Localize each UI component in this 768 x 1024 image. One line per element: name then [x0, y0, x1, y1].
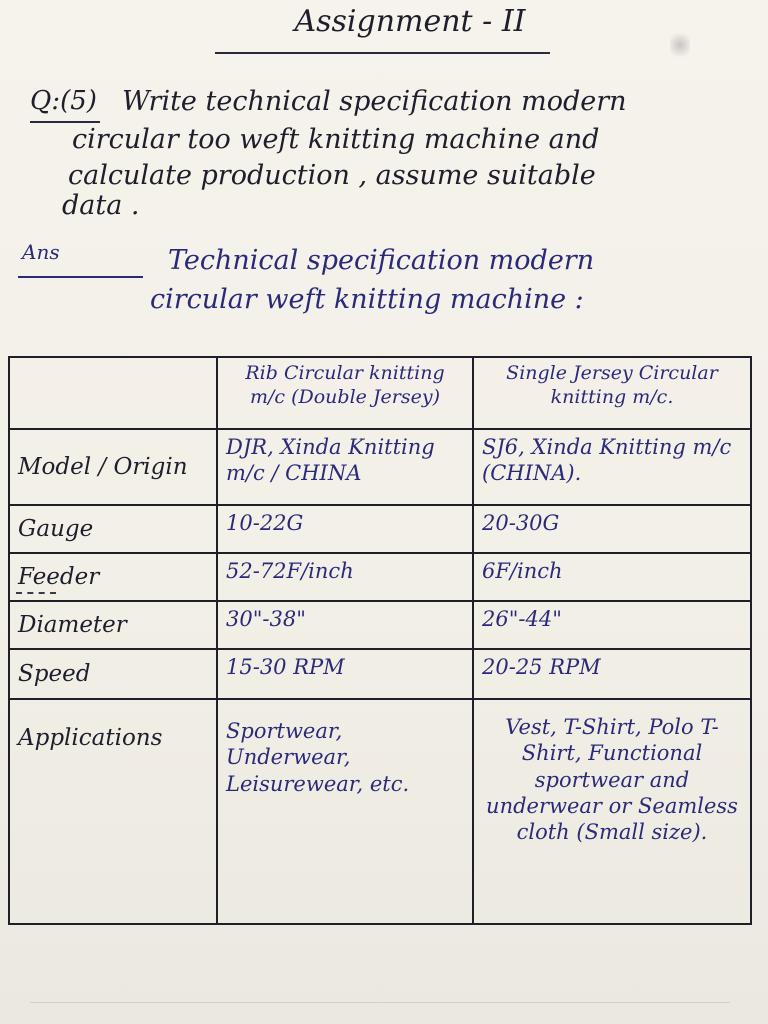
bottom-page-line	[30, 1002, 730, 1003]
cell-single-applications: Vest, T-Shirt, Polo T-Shirt, Functional sportwear and underwear or Seamless cloth (Small size).	[473, 699, 751, 924]
table-row	[9, 601, 751, 649]
question-number: Q:(5)	[30, 86, 97, 116]
cell-single-gauge: 20-30G	[473, 505, 751, 553]
table-header-row	[9, 357, 751, 429]
row-label-feeder: Feeder	[9, 553, 217, 601]
table-row	[9, 553, 751, 601]
cell-rib-gauge: 10-22G	[217, 505, 473, 553]
cell-single-feeder: 6F/inch	[473, 553, 751, 601]
spec-table	[8, 356, 752, 925]
cell-rib-speed: 15-30 RPM	[217, 649, 473, 699]
table-row	[9, 429, 751, 505]
ink-smudge	[670, 30, 690, 60]
answer-underline	[18, 276, 143, 278]
assignment-title: Assignment - II	[294, 4, 526, 39]
row-label-model-origin: Model / Origin	[9, 429, 217, 505]
row-label-diameter: Diameter	[9, 601, 217, 649]
header-rib-circular: Rib Circular knitting m/c (Double Jersey)	[217, 357, 473, 429]
question-line-3: calculate production , assume suitable	[68, 160, 596, 191]
header-single-jersey: Single Jersey Circular knitting m/c.	[473, 357, 751, 429]
header-blank-cell	[9, 357, 217, 429]
question-line-2: circular too weft knitting machine and	[72, 124, 600, 155]
cell-single-diameter: 26"-44"	[473, 601, 751, 649]
cell-rib-feeder: 52-72F/inch	[217, 553, 473, 601]
answer-heading-line-1: Technical specification modern	[168, 245, 595, 276]
row-label-speed: Speed	[9, 649, 217, 699]
table-row	[9, 699, 751, 924]
answer-label: Ans	[22, 240, 60, 264]
answer-heading-line-2: circular weft knitting machine :	[150, 284, 584, 315]
question-number-underline	[30, 121, 100, 123]
question-line-1: Write technical specification modern	[122, 86, 627, 117]
cell-rib-applications: Sportwear, Underwear, Leisurewear, etc.	[217, 699, 473, 924]
cell-rib-diameter: 30"-38"	[217, 601, 473, 649]
cell-single-speed: 20-25 RPM	[473, 649, 751, 699]
table-row	[9, 505, 751, 553]
row-label-applications: Applications	[9, 699, 217, 924]
row-label-gauge: Gauge	[9, 505, 217, 553]
table-row	[9, 649, 751, 699]
title-underline	[215, 52, 550, 54]
cell-rib-model: DJR, Xinda Knitting m/c / CHINA	[217, 429, 473, 505]
question-line-4: data .	[62, 190, 140, 221]
cell-single-model: SJ6, Xinda Knitting m/c (CHINA).	[473, 429, 751, 505]
